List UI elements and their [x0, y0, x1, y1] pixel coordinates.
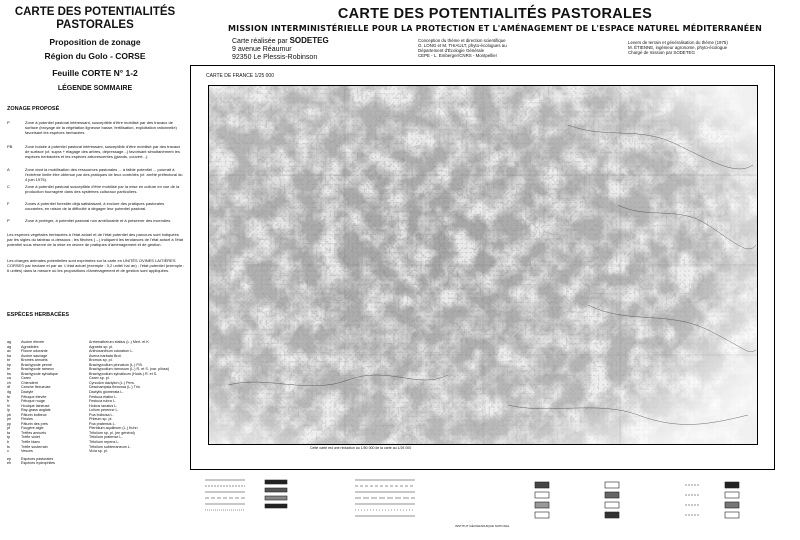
concept-line: CEPE - L. Emberger/CNRS - Montpellier	[418, 53, 498, 58]
species-latin: Holcus lanatus L.	[89, 403, 118, 408]
species-latin: Brachypodium pinnatum (L.) P.B.	[89, 362, 143, 367]
survey-line: Chargé de mission par SODETEG	[628, 50, 695, 55]
concept-block	[418, 38, 507, 58]
charge-note: Les charges animales potentielles sont exprimées sur la carte en UNITÉS OVINES LAITIÈRES CORSES par hectare et par an. L'état actuel (exemple : 0,2 unité/ ha/ an) ; l'état potentiel (exemple : 6 unités) dans la mesure où les propositions d'aménagement et de gestion sont appliquées.	[7, 258, 185, 273]
concept-line: Département d'Écologie Générale	[418, 48, 485, 53]
species-code: bp	[7, 362, 12, 367]
legend-title: LÉGENDE SOMMAIRE	[57, 85, 133, 92]
species-code: ag	[7, 344, 12, 349]
species-code: dg	[7, 390, 12, 395]
species-latin: Brachypodium sylvaticum (Huds.) R. et S.	[89, 371, 158, 376]
species-name: Fléoles	[21, 417, 33, 422]
zone-item	[7, 144, 187, 159]
symbol-legend	[205, 472, 780, 530]
concept-line: G. LONG et M. THIAULT, phyto-écologues au	[418, 43, 507, 48]
zone-code: P	[7, 120, 10, 125]
species-name: Trèfles annuels	[21, 430, 47, 435]
species-name: Fétuque élevée	[21, 394, 47, 399]
species-latin: Arrhenatherum elatius (L.) Mert. et K.	[89, 340, 150, 344]
species-name: Carex	[21, 376, 31, 381]
species-name: Houlque laineuse	[21, 403, 50, 408]
species-name: Trèfle violet	[21, 435, 40, 440]
species-code: hl	[7, 403, 10, 408]
species-latin: Poa pratensis L.	[89, 421, 116, 426]
species-name: Pâturin des prés	[21, 421, 48, 426]
species-extra-row	[7, 461, 187, 466]
species-name: Avoine élevée	[21, 340, 45, 344]
ign-imprint: INSTITUT GÉOGRAPHIQUE NATIONAL	[455, 524, 510, 528]
species-latin: Anthoxanthum odoratum L.	[89, 349, 134, 354]
species-name: Brachypode penné	[21, 362, 52, 367]
species-code: lp	[7, 408, 10, 413]
species-code: ca	[7, 376, 11, 381]
topographic-map[interactable]	[208, 85, 758, 445]
species-latin: Agrostis sp. pl.	[89, 344, 114, 349]
species-latin: Brachypodium ramosum (L.) R. et S. (var. pilosa)	[89, 367, 169, 372]
species-code: tr	[7, 440, 10, 445]
species-name: Pâturin bulbeux	[21, 412, 47, 417]
species-latin: Lolium perenne L.	[89, 408, 119, 413]
species-heading: ESPÈCES HERBACÉES	[7, 312, 70, 318]
species-name: Trèfle souterrain	[21, 444, 48, 449]
species-code: pt	[7, 426, 11, 431]
species-code: ch	[7, 380, 11, 385]
zone-code: P	[7, 218, 10, 223]
species-code: tp	[7, 435, 11, 440]
zonage-heading: ZONAGE PROPOSÉ	[7, 106, 60, 112]
species-latin: Festuca elatior L.	[89, 394, 118, 399]
species-name: Agrostides	[21, 344, 39, 349]
species-extra-name: Espèces hydrophiles	[21, 461, 56, 466]
species-code: fr	[7, 399, 10, 404]
zone-item	[7, 167, 187, 182]
species-code: ph	[7, 417, 12, 422]
species-latin: Phleum sp. pl.	[89, 417, 113, 422]
species-code: df	[7, 385, 11, 390]
zone-code: PB	[7, 144, 13, 149]
species-name: Fétuque rouge	[21, 399, 45, 404]
address-line: 92350 Le Plessis-Robinson	[232, 54, 318, 61]
species-code: pp	[7, 421, 12, 426]
zone-text: Zone à protéger, à potentiel pastoral non améliorable et à préserver des incendies.	[25, 218, 172, 223]
species-code: ba	[7, 353, 12, 358]
survey-block	[628, 40, 728, 55]
carte-de-france-label: CARTE DE FRANCE 1/25 000	[206, 73, 274, 79]
sheet-label: Feuille CORTE N° 1-2	[52, 68, 138, 78]
survey-line: M. ÉTIENNE, ingénieur agronome, phyto-écologue	[628, 45, 728, 50]
species-name: Canche flexueuse	[21, 385, 51, 390]
species-code: av	[7, 349, 11, 354]
species-name: Brachypode rameux	[21, 367, 55, 372]
species-code: fe	[7, 394, 11, 399]
zone-item	[7, 184, 187, 194]
zone-item	[7, 218, 187, 223]
species-name: Trèfle blanc	[21, 440, 41, 445]
species-code: bs	[7, 371, 11, 376]
zone-item	[7, 120, 187, 135]
species-name: Avoine sauvage	[21, 353, 48, 358]
species-code: ag	[7, 340, 12, 344]
species-name: Bromes annuels	[21, 358, 48, 363]
region-label: Région du Golo - CORSE	[44, 51, 146, 61]
species-latin: Bromus sp. pl.	[89, 358, 113, 363]
zone-text: Zone boisée à potentiel pastoral intéressant, susceptible d'être mobilisé par des travaux de surface (cf. supra + élagage des arbres, dépressage...) favorisant simultanément les espèces herbacées et les espèces arborescentes (glands, couvert...).	[25, 144, 181, 159]
made-by-company: SODETEG	[289, 36, 329, 45]
species-name: Dactyle	[21, 390, 34, 395]
species-name: Flouve odorante	[21, 349, 48, 354]
zone-code: C	[7, 184, 10, 189]
zone-text: Zone à potentiel pastoral susceptible d'être mobilisé par la mise en culture en vue de la production fourragère dans des systèmes culturaux particuliers.	[25, 184, 180, 194]
main-title: CARTE DES POTENTIALITÉS PASTORALES	[337, 6, 653, 22]
species-name: Ray-grass anglais	[21, 408, 51, 413]
made-by-label: Carte réalisée par	[232, 38, 288, 45]
address-line: 9 avenue Réaumur	[232, 46, 292, 53]
species-name: Chiendent	[21, 380, 38, 385]
species-code: ta	[7, 430, 11, 435]
zone-text: Zones à potentiel forestier déjà satisfaisant, à exclure des pratiques pastorales courantes, en raison de la difficulté à dégager leur potentiel pastoral.	[25, 201, 165, 211]
species-name: Vesces	[21, 449, 33, 454]
species-name: Brachypode sylvatique	[21, 371, 59, 376]
zone-item	[7, 201, 187, 211]
species-latin: Poa bulbosa L.	[89, 412, 114, 417]
species-latin: Pteridium aquilinum (L.) Kuhn	[89, 426, 138, 431]
concept-line: Conception du thème et direction scientifique	[418, 38, 506, 43]
species-latin: Avena barbata Brot.	[89, 353, 122, 358]
survey-line: Levers de terrain et généralisation du thème (1975)	[628, 40, 728, 45]
sidebar-title: CARTE DES POTENTIALITÉS PASTORALES	[14, 6, 176, 31]
credit-block	[232, 37, 329, 62]
species-table	[7, 340, 187, 466]
species-extra-name: Espèces pastorales	[21, 456, 54, 461]
species-latin: Vicia sp. pl.	[89, 449, 108, 454]
zone-text: Zone à potentiel pastoral intéressant, susceptible d'être mobilisé par des travaux de surface (broyage de la végétation ligneuse basse, fertilisation, exploitation rationnelle) favorisant les espèces herbacées.	[25, 120, 177, 135]
species-code: ts	[7, 444, 10, 449]
species-latin: Trifolium sp. pl. (en général)	[89, 430, 135, 435]
species-latin: Cynodon dactylon (L.) Pers.	[89, 380, 135, 385]
main-subtitle: MISSION INTERMINISTÉRIELLE POUR LA PROTECTION ET L'AMÉNAGEMENT DE L'ESPACE NATUREL MÉDITERRANÉEN	[228, 24, 762, 33]
zone-code: A	[7, 167, 10, 172]
species-extra-code: ep	[7, 456, 12, 461]
species-latin: Trifolium pratense L.	[89, 435, 123, 440]
species-latin: Trifolium subterraneum L.	[89, 444, 131, 449]
species-code: br	[7, 367, 11, 372]
scale-note: Cette carte est une réduction au 1/50 000 de la carte au 1/25 000	[310, 446, 412, 450]
species-code: v	[7, 449, 9, 454]
species-latin: Deschampsia flexuosa (L.) Trin.	[89, 385, 141, 390]
proposition-label: Proposition de zonage	[49, 37, 141, 47]
species-note: Les espèces végétales herbacées à l'état actuel et de l'état potentiel des parcours sont indiquées par les sigles du tableau ci-dessous ; les flèches (→) indiquent les tendances de l'état actuel à l'état potentiel sous réserve de la mise en œuvre de pratiques d'aménagement et de gestion.	[7, 232, 184, 247]
zone-text: Zone dont la mobilisation des ressources pastorales ... à faible potentiel ... pourrait à l'extrême limite être obtenue par des pratiques de feux contrôlés (cf. arrêté préfectoral du 4 juin 1975).	[25, 167, 183, 182]
species-extra-code: eh	[7, 461, 12, 466]
species-latin: Dactylis glomerata L.	[89, 390, 124, 395]
species-code: pb	[7, 412, 12, 417]
zone-code: F	[7, 201, 10, 206]
species-latin: Festuca rubra L.	[89, 399, 116, 404]
species-latin: Carex sp. pl.	[89, 376, 110, 381]
species-name: Fougère aigle	[21, 426, 44, 431]
species-code: br	[7, 358, 11, 363]
species-latin: Trifolium repens L.	[89, 440, 120, 445]
